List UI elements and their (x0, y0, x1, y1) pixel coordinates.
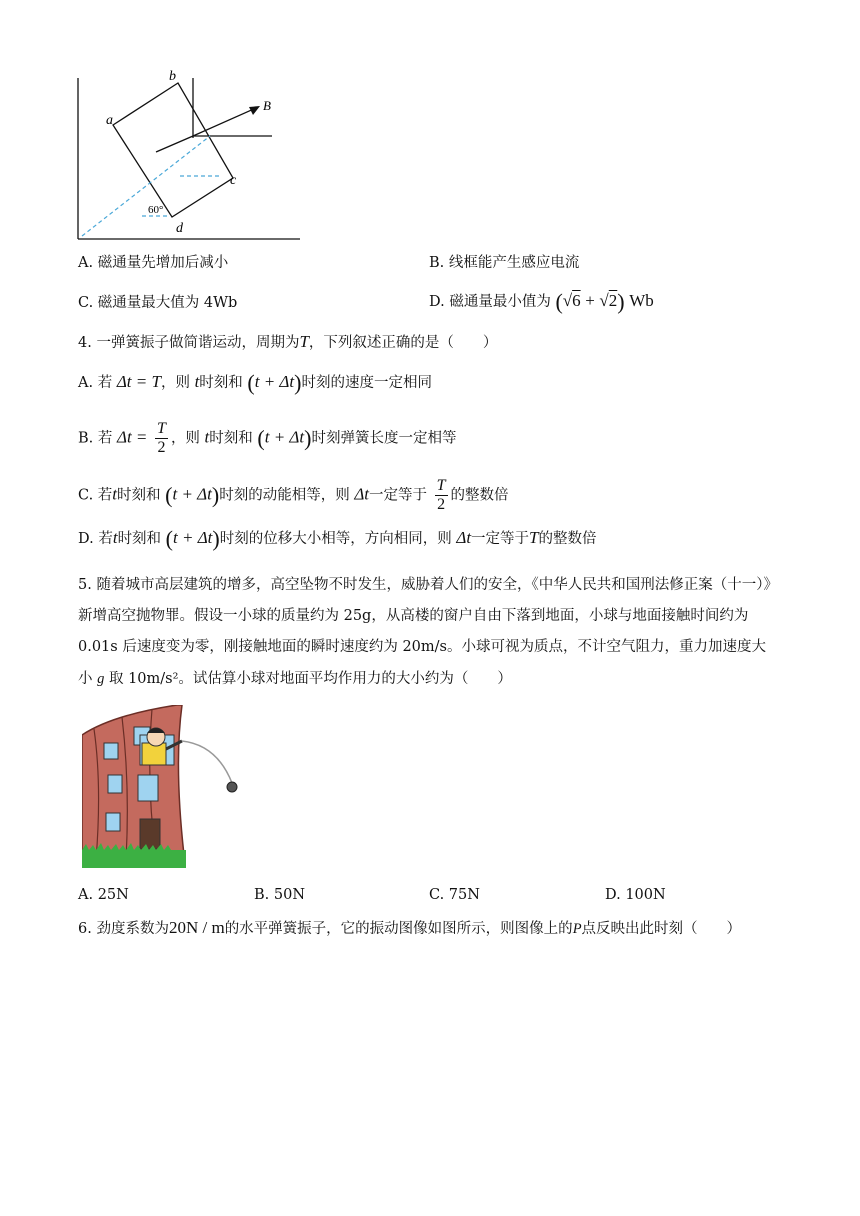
magnetic-field-arrow (193, 108, 256, 136)
q3-option-b: B. 线框能产生感应电流 (429, 255, 580, 271)
q5-line-2: 新增高空抛物罪。假设一小球的质量约为 25g，从高楼的窗户自由下落到地面，小球与地面接触时间约为 (78, 608, 749, 624)
window (138, 775, 158, 801)
label-d: d (176, 221, 183, 236)
q4-option-a: A. 若 Δt = T，则 t时刻和 (t + Δt)时刻的速度一定相同 (78, 370, 432, 395)
normal-line (156, 136, 193, 152)
window (106, 813, 120, 831)
label-B: B (263, 98, 271, 113)
magnetic-frame-figure (60, 60, 310, 245)
q4-option-b: B. 若 Δt = $\frac{T}{2}$ ，则 t时刻和 (t + Δt)时刻弹簧长度一定相等 (78, 420, 457, 456)
q5-line-4: 小 g 取 10m/s²。试估算小球对地面平均作用力的大小约为（ ） (78, 671, 512, 687)
q5-option-c: C. 75N (429, 887, 480, 903)
window (104, 743, 118, 759)
window (108, 775, 122, 793)
building-illustration (82, 705, 242, 870)
label-a: a (106, 113, 113, 128)
grass (82, 850, 186, 868)
q4-stem: 4. 一弹簧振子做简谐运动，周期为T，下列叙述正确的是（ ） (78, 332, 498, 351)
q3-option-c: C. 磁通量最大值为 4Wb (78, 295, 238, 311)
angle-label: 60° (148, 204, 164, 216)
wire-frame (113, 83, 233, 217)
q4-option-c: C. 若t时刻和 (t + Δt)时刻的动能相等，则 Δt一定等于 $\frac{T}{2}$ 的整数倍 (78, 477, 509, 513)
label-b: b (169, 69, 176, 84)
dashed-diagonal (82, 136, 210, 236)
person-shirt (142, 743, 166, 765)
q5-option-d: D. 100N (605, 887, 666, 903)
label-c: c (230, 173, 237, 188)
q5-line-3: 0.01s 后速度变为零，刚接触地面的瞬时速度约为 20m/s。小球可视为质点，不计空气阻力，重力加速度大 (78, 639, 766, 655)
q4-option-d: D. 若t时刻和 (t + Δt)时刻的位移大小相等，方向相同，则 Δt一定等于T的整数倍 (78, 526, 597, 551)
q5-line-1: 5. 随着城市高层建筑的增多，高空坠物不时发生，威胁着人们的安全，《中华人民共和国刑法修正案（十一）》 (78, 577, 778, 593)
trajectory-line (182, 741, 232, 783)
ball (227, 782, 237, 792)
q6-stem: 6. 劲度系数为20N / m的水平弹簧振子，它的振动图像如图所示，则图像上的P点反映出此时刻（ ） (78, 918, 742, 937)
door (140, 819, 160, 849)
q3-option-d: D. 磁通量最小值为 (√6 + √2) Wb (429, 289, 654, 314)
q5-option-b: B. 50N (254, 887, 306, 903)
q5-option-a: A. 25N (78, 887, 129, 903)
q3-option-a: A. 磁通量先增加后减小 (78, 255, 229, 271)
